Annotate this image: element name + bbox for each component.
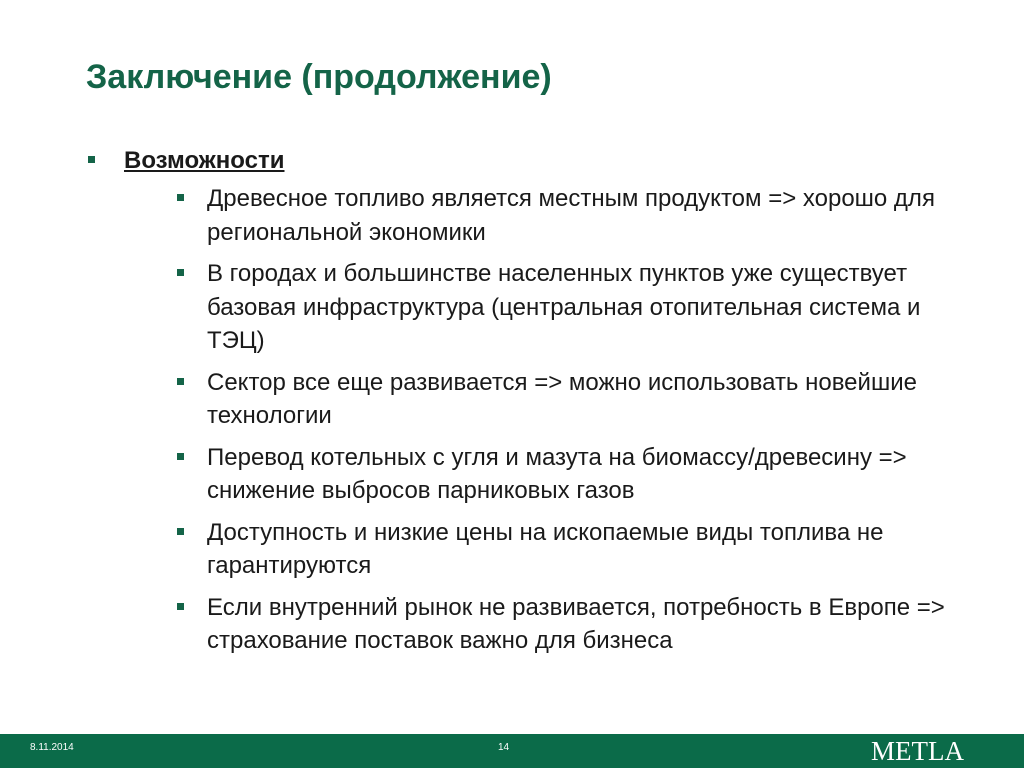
list-item-text: Древесное топливо является местным продуктом => хорошо для региональной экономики [207,185,935,246]
list-item [169,182,967,249]
square-bullet-icon [177,269,184,276]
page-number: 14 [498,742,510,753]
section-label: Возможности [124,147,285,174]
square-bullet-icon [177,528,184,535]
metla-logo: METLA [871,736,964,766]
square-bullet-icon [177,378,184,385]
list-item [169,441,967,508]
list-item-text: Сектор все еще развивается => можно использовать новейшие технологии [207,368,917,429]
list-item-text: Перевод котельных с угля и мазута на биомассу/древесину => снижение выбросов парниковых газов [207,443,907,504]
footer-bar [0,734,1024,768]
slide-title: Заключение (продолжение) [86,58,552,96]
list-item-text: Доступность и низкие цены на ископаемые виды топлива не гарантируются [207,518,884,579]
opportunity-list [169,182,986,658]
square-bullet-icon [88,156,95,163]
list-item [169,591,967,658]
slide-content [86,144,986,666]
list-item-text: В городах и большинстве населенных пунктов уже существует базовая инфраструктура (центральная отопительная система и ТЭЦ) [207,260,921,354]
footer-date: 8.11.2014 [30,742,74,753]
square-bullet-icon [177,453,184,460]
list-item [169,366,967,433]
list-item-text: Если внутренний рынок не развивается, потребность в Европе => страхование поставок важно для бизнеса [207,593,945,654]
section-item [86,144,986,658]
list-item [169,516,967,583]
square-bullet-icon [177,194,184,201]
square-bullet-icon [177,603,184,610]
list-item [169,257,967,358]
